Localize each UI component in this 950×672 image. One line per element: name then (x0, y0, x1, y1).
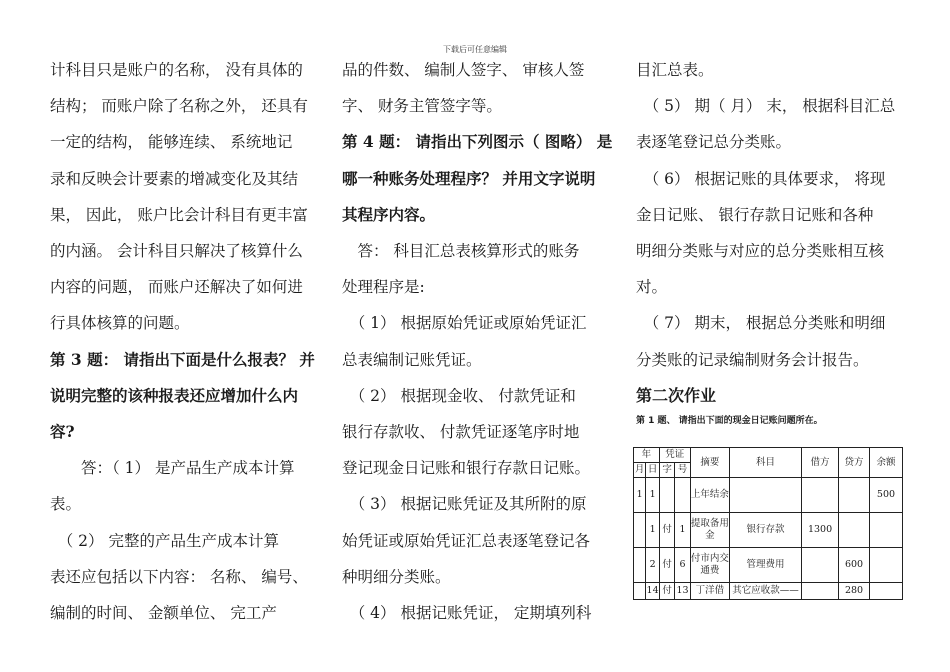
col3-line: （ 5） 期（ 月） 末， 根据科目汇总 (636, 97, 896, 116)
col3-line: 金日记账、 银行存款日记账和各种 (636, 205, 874, 224)
cell-day: 1 (646, 513, 659, 548)
cell-char (659, 478, 674, 513)
col2-line: 银行存款收、 付款凭证逐笔序时地 (342, 423, 580, 442)
table-row (634, 583, 903, 600)
col1-line: 表还应包括以下内容： 名称、 编号、 (50, 567, 308, 586)
cell-day: 1 (646, 478, 659, 513)
col1-line: 答：（ 1） 是产品生产成本计算 (50, 459, 295, 478)
question-small: 第 1 题、 请指出下面的现金日记账问题所在。 (636, 416, 823, 427)
col1-line: 说明完整的该种报表还应增加什么内 (50, 385, 299, 405)
col2-line: 始凭证或原始凭证汇总表逐笔登记各 (342, 531, 591, 550)
cell-account: 银行存款 (729, 513, 801, 548)
col1-line: 编制的时间、 金额单位、 完工产 (50, 604, 277, 623)
header-year: 年 (634, 448, 660, 463)
cell-credit (839, 478, 870, 513)
table-row (634, 478, 903, 513)
col3-line: 对。 (636, 278, 668, 297)
column-3 (636, 52, 906, 428)
col3-line: 明细分类账与对应的总分类账相互核 (636, 242, 885, 261)
col3-line: 目汇总表。 (636, 61, 714, 79)
cell-debit: 1300 (802, 513, 839, 548)
cell-debit (802, 478, 839, 513)
header-voucher: 凭证 (659, 448, 690, 463)
header-char: 字 (659, 463, 674, 478)
header-day: 日 (646, 463, 659, 478)
cell-debit (802, 548, 839, 583)
header-month: 月 (634, 463, 646, 478)
cell-balance (869, 583, 902, 600)
cell-summary: 上年结余 (690, 478, 729, 513)
cell-day: 2 (646, 548, 659, 583)
header-summary: 摘要 (690, 448, 729, 478)
cell-credit (839, 513, 870, 548)
col1-line: 结构； 而账户除了名称之外， 还具有 (50, 97, 308, 116)
cell-char: 付 (659, 548, 674, 583)
table-row (634, 513, 903, 548)
col2-line: 总表编制记账凭证。 (342, 350, 482, 369)
col1-line: 的内涵。 会计科目只解决了核算什么 (50, 242, 303, 261)
cell-credit: 280 (839, 583, 870, 600)
col3-line: （ 7） 期末， 根据总分类账和明细 (636, 314, 886, 333)
col2-line: （ 4） 根据记账凭证， 定期填列科 (342, 604, 592, 623)
col1-line: 录和反映会计要素的增减变化及其结 (50, 169, 299, 188)
col1-line: （ 2） 完整的产品生产成本计算 (50, 531, 279, 550)
col2-line: 其程序内容。 (342, 204, 436, 224)
cell-summary: 提取备用金 (690, 513, 729, 548)
column-3-text (636, 52, 906, 378)
cell-summary: 付市内交通费 (690, 548, 729, 583)
cell-account: 管理费用 (729, 548, 801, 583)
cell-month (634, 513, 646, 548)
col1-line: 内容的问题， 而账户还解决了如何进 (50, 278, 303, 297)
header-credit: 贷方 (839, 448, 870, 478)
col1-line: 果， 因此， 账户比会计科目有更丰富 (50, 205, 308, 224)
header-note: 下载后可任意编辑 (443, 45, 507, 54)
cell-debit (802, 583, 839, 600)
col1-line: 计科目只是账户的名称， 没有具体的 (50, 61, 303, 79)
col1-line: 表。 (50, 495, 82, 514)
cell-balance (869, 548, 902, 583)
col2-line: 种明细分类账。 (342, 567, 451, 586)
cell-month (634, 548, 646, 583)
col3-line: 分类账的记录编制财务会计报告。 (636, 350, 869, 369)
cell-day: 14 (646, 583, 659, 600)
col2-line: 哪一种账务处理程序？ 并用文字说明 (342, 168, 596, 188)
cell-char: 付 (659, 513, 674, 548)
col2-line: （ 2） 根据现金收、 付款凭证和 (342, 386, 576, 405)
header-debit: 借方 (802, 448, 839, 478)
col2-line: 品的件数、 编制人签字、 审核人签 (342, 61, 585, 79)
ledger-body (634, 478, 903, 600)
col1-line: 一定的结构， 能够连续、 系统地记 (50, 133, 293, 152)
table-row (634, 548, 903, 583)
cell-num (675, 478, 690, 513)
cell-account: 其它应收款—— (729, 583, 801, 600)
col1-line: 行具体核算的问题。 (50, 314, 190, 333)
header-account: 科目 (729, 448, 801, 478)
cell-num: 1 (675, 513, 690, 548)
cell-account (729, 478, 801, 513)
col3-line: 表逐笔登记总分类账。 (636, 133, 792, 152)
col2-line: 登记现金日记账和银行存款日记账。 (342, 459, 591, 478)
cash-journal-table (633, 447, 903, 600)
col3-line: （ 6） 根据记账的具体要求， 将现 (636, 169, 886, 188)
column-1 (50, 52, 328, 631)
cell-num: 6 (675, 548, 690, 583)
col1-line: 容? (50, 422, 75, 442)
cell-balance: 500 (869, 478, 902, 513)
cell-summary: 丁洋借 (690, 583, 729, 600)
col2-line: 第 4 题： 请指出下列图示（ 图略） 是 (342, 132, 613, 152)
cell-balance (869, 513, 902, 548)
col2-line: （ 1） 根据原始凭证或原始凭证汇 (342, 314, 587, 333)
cell-char: 付 (659, 583, 674, 600)
cash-journal-table-wrap (633, 447, 903, 619)
col2-line: 字、 财务主管签字等。 (342, 97, 502, 116)
col2-line: 处理程序是: (342, 278, 425, 297)
col2-line: 答： 科目汇总表核算形式的账务 (342, 242, 580, 261)
header-num: 号 (675, 463, 690, 478)
column-2 (342, 52, 620, 631)
section-title: 第二次作业 (636, 385, 717, 405)
cell-month: 1 (634, 478, 646, 513)
cell-month (634, 583, 646, 600)
cell-credit: 600 (839, 548, 870, 583)
col2-line: （ 3） 根据记账凭证及其所附的原 (342, 495, 587, 514)
cell-num: 13 (675, 583, 690, 600)
header-balance: 余额 (869, 448, 902, 478)
col1-line: 第 3 题： 请指出下面是什么报表？ 并 (50, 349, 315, 369)
